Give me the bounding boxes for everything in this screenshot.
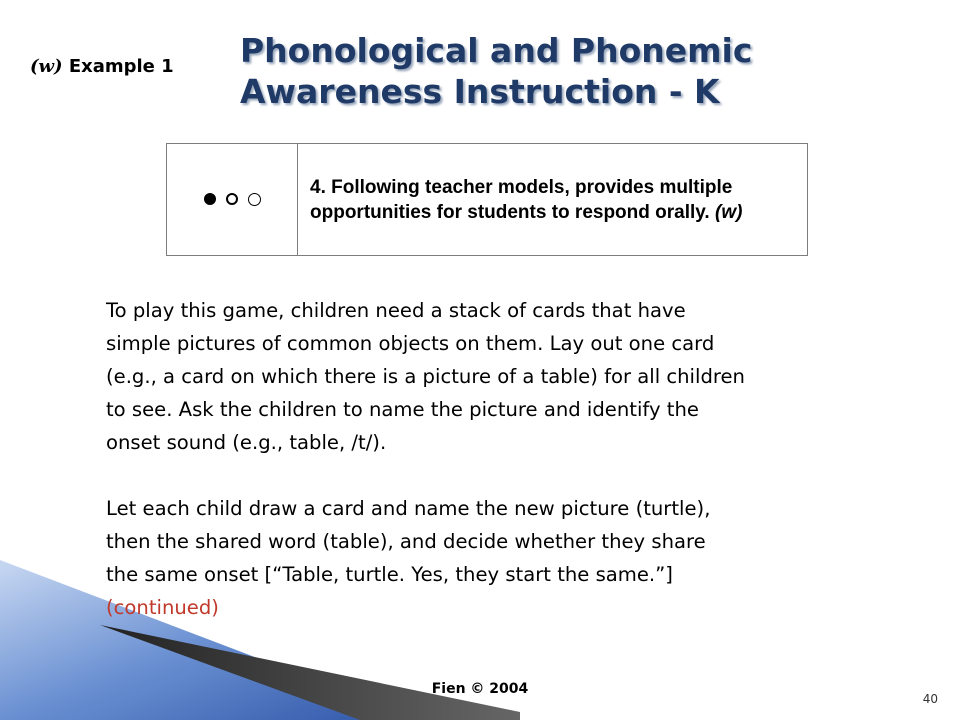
title-line-2: Awareness Instruction - K (240, 72, 720, 111)
slide-title (240, 30, 840, 112)
criteria-text: 4. Following teacher models, provides multiple opportunities for students to respond orally. (310, 176, 733, 223)
paragraph-line: To play this game, children need a stack of cards that have (106, 299, 686, 322)
thick-ring-icon (226, 193, 238, 205)
paragraph-line: the same onset [“Table, turtle. Yes, they start the same.”] (106, 563, 673, 586)
title-line-1: Phonological and Phonemic (240, 31, 753, 70)
paragraph-line: to see. Ask the children to name the picture and identify the (106, 398, 699, 421)
paragraph-line: simple pictures of common objects on them. Lay out one card (106, 332, 715, 355)
paragraph-1 (106, 294, 906, 459)
criteria-w-marker: (w) (715, 201, 743, 223)
criteria-row (167, 144, 808, 256)
paragraph-line: Let each child draw a card and name the new picture (turtle), (106, 497, 711, 520)
filled-circle-icon (204, 193, 216, 205)
continued-label: (continued) (106, 596, 219, 619)
empty-circle-icon (248, 193, 261, 206)
criteria-text-cell (298, 144, 808, 256)
rating-dots (204, 193, 261, 206)
rating-dots-cell (167, 144, 298, 256)
example-label-text: Example 1 (68, 56, 174, 77)
example-label (30, 56, 174, 77)
paragraph-2 (106, 492, 906, 624)
criteria-table (166, 143, 808, 256)
paragraph-line: (e.g., a card on which there is a picture of a table) for all children (106, 365, 745, 388)
footer-credit: Fien © 2004 (431, 681, 529, 697)
game-description (106, 294, 906, 624)
paragraph-line: onset sound (e.g., table, /t/). (106, 431, 387, 454)
paragraph-spacer (106, 459, 906, 492)
paragraph-line: then the shared word (table), and decide whether they share (106, 530, 706, 553)
page-number: 40 (922, 692, 938, 706)
example-w-marker: (w) (30, 56, 63, 77)
